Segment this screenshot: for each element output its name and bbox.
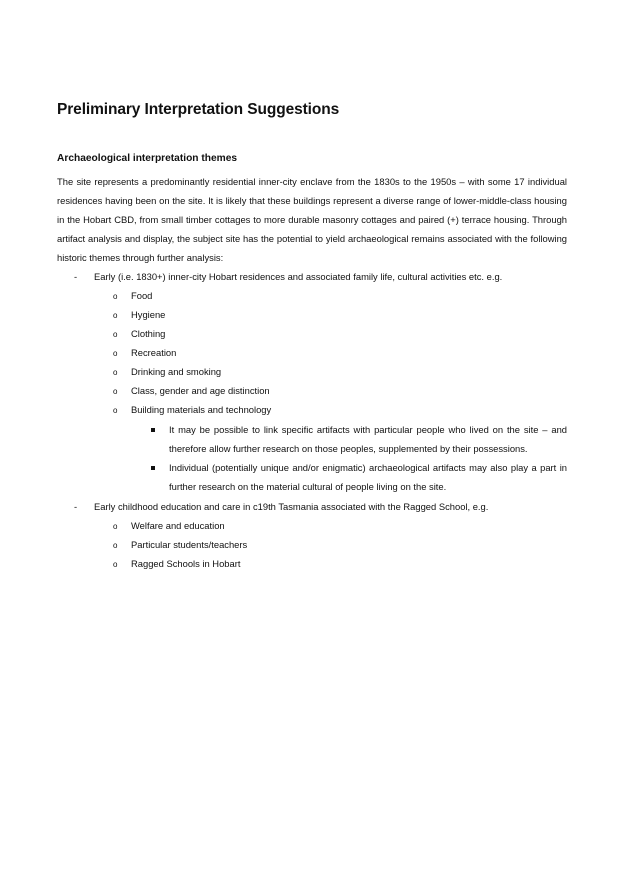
- circle-bullet: o: [113, 541, 118, 550]
- circle-bullet: o: [113, 292, 118, 301]
- list-item: Ragged Schools in Hobart: [131, 558, 241, 569]
- theme-2-text: Early childhood education and care in c19th Tasmania associated with the Ragged School, e.g.: [94, 501, 489, 512]
- list-item: Building materials and technology: [131, 404, 272, 415]
- square-bullet-icon: [151, 466, 155, 470]
- list-item: Drinking and smoking: [131, 366, 222, 377]
- sub-list-item: It may be possible to link specific artifacts with particular people who lived on the site – and therefore allow further research on those peoples, supplemented by their possessions.: [169, 424, 567, 455]
- list-item: Hygiene: [131, 309, 166, 320]
- circle-bullet: o: [113, 368, 118, 377]
- circle-bullet: o: [113, 406, 118, 415]
- square-bullet-icon: [151, 428, 155, 432]
- dash-bullet: -: [74, 501, 78, 512]
- list-item: Class, gender and age distinction: [131, 385, 270, 396]
- page-title: Preliminary Interpretation Suggestions: [57, 101, 340, 118]
- circle-bullet: o: [113, 311, 118, 320]
- list-item: Recreation: [131, 347, 177, 358]
- sub-list-item: Individual (potentially unique and/or enigmatic) archaeological artifacts may also play a part in further research on the material cultural of people living on the site.: [169, 462, 567, 493]
- circle-bullet: o: [113, 330, 118, 339]
- theme-1-text: Early (i.e. 1830+) inner-city Hobart residences and associated family life, cultural activities etc. e.g.: [94, 271, 503, 282]
- circle-bullet: o: [113, 387, 118, 396]
- dash-bullet: -: [74, 271, 78, 282]
- intro-paragraph: The site represents a predominantly residential inner-city enclave from the 1830s to the 1950s – with some 17 individual residences having been on the site. It is likely that these buildings represent a diverse range of lower-middle-class housing in the Hobart CBD, from small timber cottages to more durable masonry cottages and paired (+) terrace housing. Through artifact analysis and display, the subject site has the potential to yield archaeological remains associated with the following historic themes through further analysis:: [57, 176, 567, 264]
- list-item: Clothing: [131, 328, 166, 339]
- circle-bullet: o: [113, 560, 118, 569]
- list-item: Welfare and education: [131, 520, 225, 531]
- list-item: Particular students/teachers: [131, 539, 248, 550]
- section-heading: Archaeological interpretation themes: [57, 153, 238, 164]
- circle-bullet: o: [113, 522, 118, 531]
- list-item: Food: [131, 290, 153, 301]
- circle-bullet: o: [113, 349, 118, 358]
